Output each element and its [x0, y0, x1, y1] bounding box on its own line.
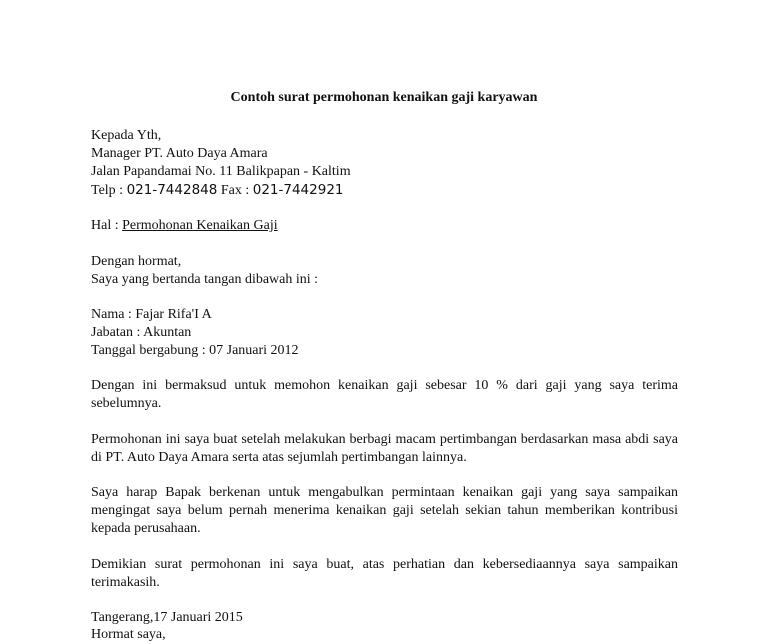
closing-next-line: Hormat saya, [91, 627, 166, 642]
identity-position: Jabatan : Akuntan [91, 325, 192, 340]
recipient-name: Manager PT. Auto Daya Amara [91, 146, 268, 161]
identity-join-date: Tanggal bergabung : 07 Januari 2012 [91, 343, 299, 358]
fax-label: Fax : [217, 183, 253, 198]
body-paragraph-2: Permohonan ini saya buat setelah melakukan berbagi macam pertimbangan berdasarkan masa abdi saya di PT. Auto Daya Amara serta atas sejumlah pertimbangan lainnya. [91, 432, 678, 465]
subject-value: Permohonan Kenaikan Gaji [122, 218, 278, 233]
body-paragraph-4: Demikian surat permohonan ini saya buat, atas perhatian dan kebersediaannya saya sampaikan terimakasih. [91, 557, 678, 590]
closing-place-date: Tangerang,17 Januari 2015 [91, 610, 243, 625]
subject-line [91, 217, 278, 235]
telp-label: Telp : [91, 183, 127, 198]
intro-line: Saya yang bertanda tangan dibawah ini : [91, 272, 319, 287]
body-paragraph-1: Dengan ini bermaksud untuk memohon kenaikan gaji sebesar 10 % dari gaji yang saya terima sebelumnya. [91, 378, 678, 411]
subject-label: Hal : [91, 218, 123, 233]
document-title: Contoh surat permohonan kenaikan gaji karyawan [230, 90, 538, 105]
recipient-greeting: Kepada Yth, [91, 128, 162, 143]
recipient-contact [91, 181, 344, 200]
salutation: Dengan hormat, [91, 254, 182, 269]
fax-value: 021-7442921 [252, 182, 344, 198]
identity-name: Nama : Fajar Rifa'I A [91, 307, 212, 322]
recipient-address: Jalan Papandamai No. 11 Balikpapan - Kaltim [91, 164, 351, 179]
body-paragraph-3: Saya harap Bapak berkenan untuk mengabulkan permintaan kenaikan gaji yang saya sampaikan mengingat saya belum pernah menerima kenaikan gaji setelah sekian tahun memberikan kontribusi kepada perusahaan. [91, 485, 678, 536]
telp-value: 021-7442848 [126, 182, 218, 198]
